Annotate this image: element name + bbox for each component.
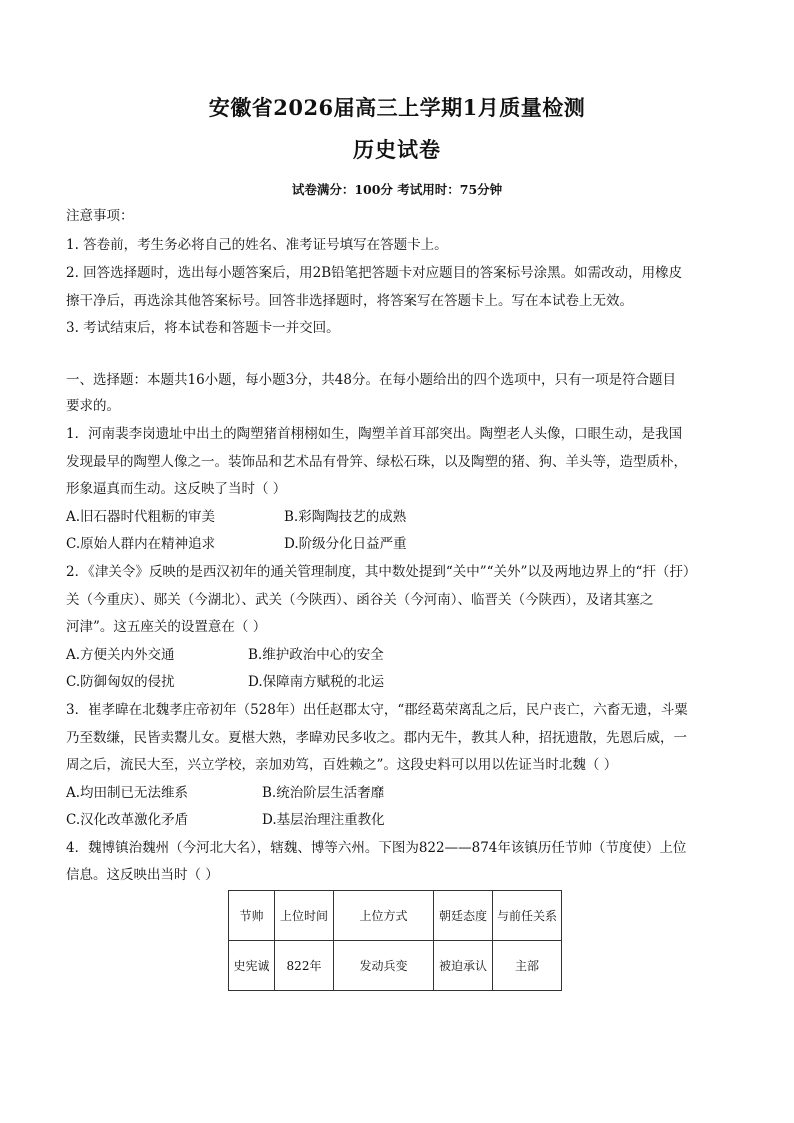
table-header-cell: 上位时间 (275, 891, 334, 941)
notes-line: 3. 考试结束后，将本试卷和答题卡一并交回。 (66, 320, 340, 336)
option-d: D.保障南方赋税的北运 (248, 674, 385, 690)
table-cell: 主部 (493, 941, 562, 991)
question-3-text: 3．崔孝暐在北魏孝庄帝初年（528年）出任赵郡太守，“郡经葛荣离乱之后，民户丧亡，六畜无遗，斗粟 (66, 702, 688, 718)
table-cell: 史宪诚 (229, 941, 275, 991)
question-2-text: 2．《津关令》反映的是西汉初年的通关管理制度，其中数处提到“关中”“关外”以及两地边界上的“扞（扜） (66, 564, 697, 580)
question-3-options-row (66, 812, 385, 828)
notes-line: 1. 答卷前，考生务必将自己的姓名、准考证号填写在答题卡上。 (66, 237, 448, 253)
table-header-cell: 上位方式 (334, 891, 434, 941)
question-1-text: 1．河南裴李岗遗址中出土的陶塑猪首栩栩如生，陶塑羊首耳部突出。陶塑老人头像，口眼生动，是我国 (66, 426, 683, 442)
question-1-options-row (66, 536, 407, 552)
notes-line: 2. 回答选择题时，选出每小题答案后，用2B铅笔把答题卡对应题目的答案标号涂黑。如需改动，用橡皮 (66, 265, 683, 281)
option-b: B.彩陶陶技艺的成熟 (284, 509, 407, 525)
question-3-text: 周之后，流民大至，兴立学校，亲加劝笃，百姓赖之”。这段史料可以用以佐证当时北魏（ ） (66, 757, 618, 773)
option-b: B.统治阶层生活奢靡 (262, 785, 385, 801)
page-subtitle: 历史试卷 (353, 137, 441, 162)
notes-heading: 注意事项： (66, 208, 134, 224)
option-c: C.汉化改革激化矛盾 (66, 812, 189, 828)
table-cell: 822年 (275, 941, 334, 991)
section-heading: 要求的。 (66, 398, 120, 414)
page-title: 安徽省2026届高三上学期1月质量检测 (208, 95, 586, 120)
option-a: A.旧石器时代粗粝的审美 (66, 509, 216, 525)
table-cell: 被迫承认 (434, 941, 493, 991)
option-d: D.基层治理注重教化 (262, 812, 385, 828)
section-heading: 一、选择题：本题共16小题，每小题3分，共48分。在每小题给出的四个选项中，只有一项是符合题目 (66, 372, 676, 388)
table-header-cell: 与前任关系 (493, 891, 562, 941)
option-a: A.均田制已无法维系 (66, 785, 189, 801)
question-2-text: 关（今重庆）、郧关（今湖北）、武关（今陕西）、函谷关（今河南）、临晋关（今陕西），及诸其塞之 (66, 592, 654, 608)
option-a: A.方便关内外交通 (66, 647, 175, 663)
table-cell: 发动兵变 (334, 941, 434, 991)
table-header-cell: 朝廷态度 (434, 891, 493, 941)
question-1-text: 发现最早的陶塑人像之一。装饰品和艺术品有骨笄、绿松石珠，以及陶塑的猪、狗、羊头等，造型质朴， (66, 454, 687, 470)
table-row (229, 941, 562, 991)
question-2-text: 河津”。这五座关的设置意在（ ） (66, 619, 267, 635)
question-3-text: 乃至数缣，民皆卖鬻儿女。夏椹大熟，孝暐劝民多收之。郡内无牛，教其人种，招抚遗散，先恩后威，一 (66, 730, 687, 746)
question-3-options-row (66, 785, 384, 801)
option-c: C.防御匈奴的侵扰 (66, 674, 175, 690)
option-b: B.维护政治中心的安全 (248, 647, 384, 663)
option-c: C.原始人群内在精神追求 (66, 536, 216, 552)
question-4-text: 信息。这反映出当时（ ） (66, 867, 219, 883)
notes-line: 擦干净后，再选涂其他答案标号。回答非选择题时，将答案写在答题卡上。写在本试卷上无效。 (66, 293, 633, 309)
question-4-text: 4．魏博镇治魏州（今河北大名），辖魏、博等六州。下图为822——874年该镇历任节帅（节度使）上位 (66, 840, 687, 856)
table-header-cell: 节帅 (229, 891, 275, 941)
question-2-options-row (66, 647, 384, 663)
question-2-options-row (66, 674, 384, 690)
option-d: D.阶级分化日益严重 (284, 536, 407, 552)
governor-info-table (228, 890, 562, 991)
question-1-options-row (66, 509, 406, 525)
table-header-row (229, 891, 562, 941)
exam-meta: 试卷满分：100分 考试用时：75分钟 (291, 182, 503, 197)
question-1-text: 形象逼真而生动。这反映了当时（ ） (66, 481, 287, 497)
